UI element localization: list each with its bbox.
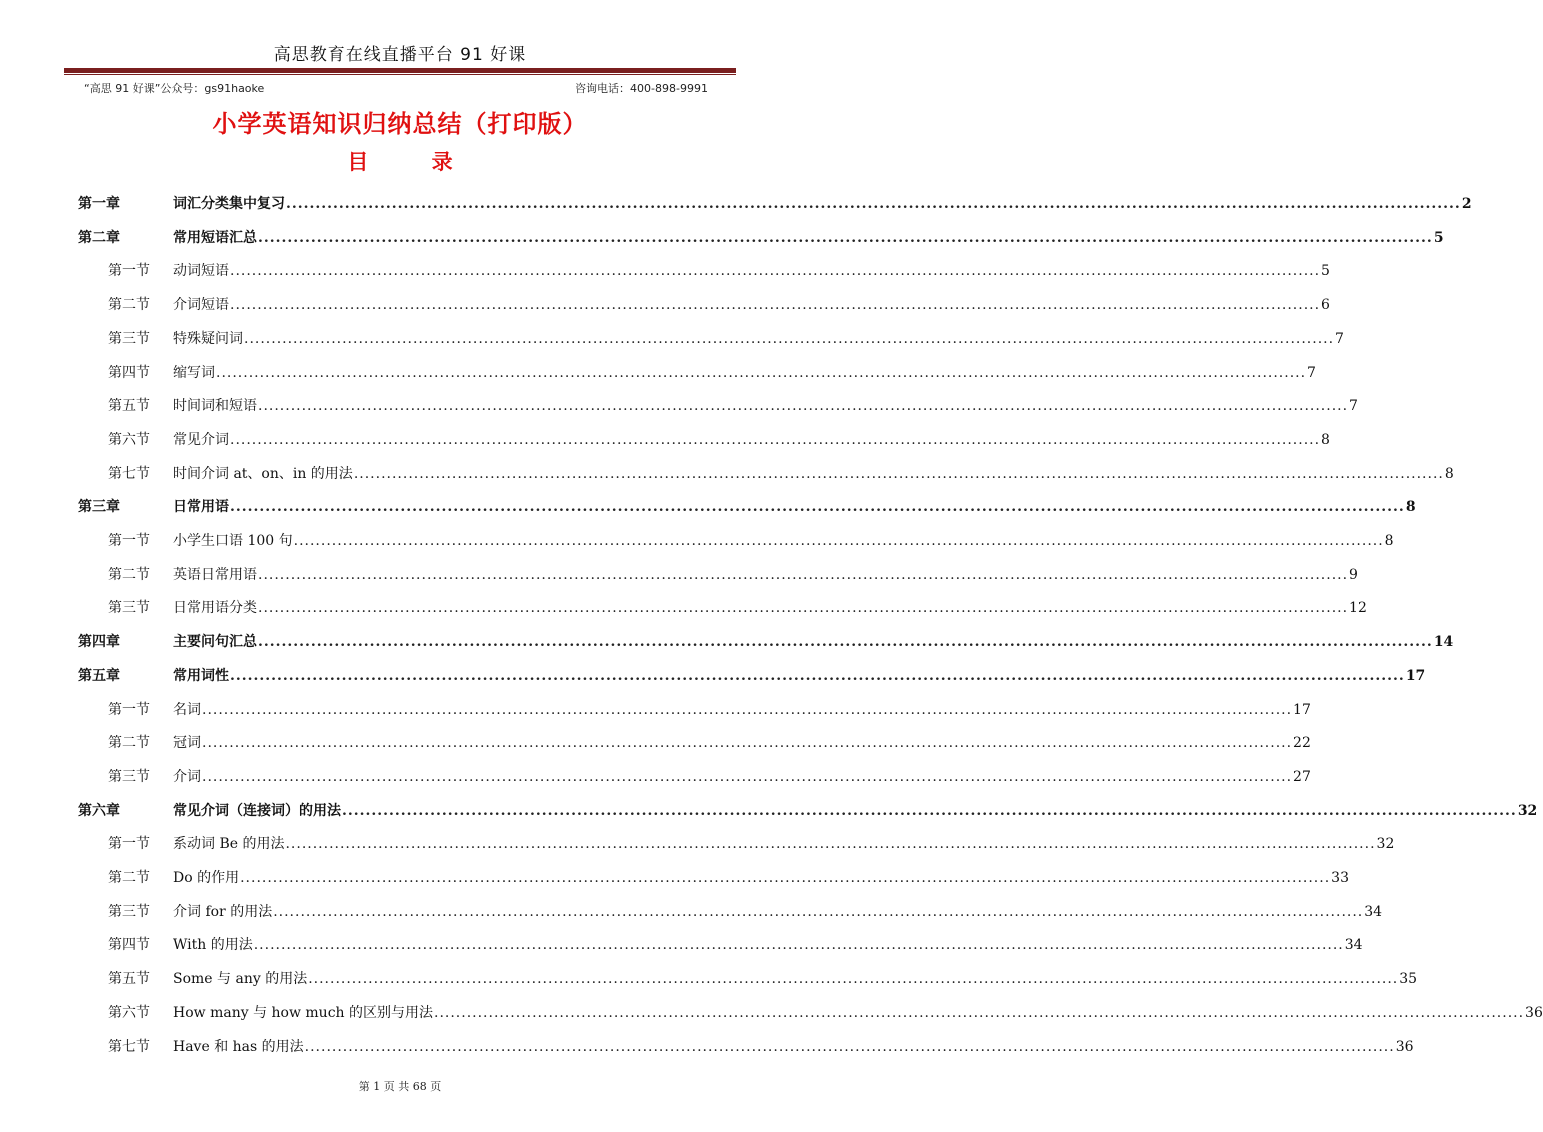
toc-entry-title-line [173,597,1367,617]
toc-entry-page: 27 [1293,768,1311,785]
toc-section-row[interactable] [0,523,1394,557]
toc-entry-page: 7 [1335,330,1344,347]
toc-entry-title: 词汇分类集中复习 [173,196,285,212]
toc-entry-page: 8 [1321,431,1330,448]
document-title: 小学英语知识归纳总结（打印版） [212,109,588,138]
toc-section-row[interactable] [0,590,1367,624]
toc-entry-title: Do 的作用 [173,870,240,886]
toc-dot-leader: ........................................................................................................................................................................................................ [258,600,1349,617]
toc-section-row[interactable] [0,995,1543,1029]
toc-entry-page: 17 [1405,667,1426,684]
toc-entry-title: With 的用法 [173,937,253,954]
toc-entry-label: 第三节 [108,330,150,347]
toc-dot-leader: ........................................................................................................................................................................................................ [258,398,1349,415]
toc-entry-page: 33 [1331,870,1349,886]
toc-entry-label: 第三节 [108,768,150,785]
toc-section-row[interactable] [0,692,1311,726]
toc-entry-page: 36 [1525,1004,1543,1021]
toc-entry-title-line [173,362,1316,382]
toc-entry-title: 缩写词 [173,364,215,381]
toc-entry-title-line [173,429,1330,449]
toc-dot-leader: ........................................................................................................................................................................................................ [308,971,1399,988]
toc-chapter-row[interactable] [0,220,1444,254]
toc-entry-title: Some 与 any 的用法 [173,971,308,988]
toc-entry-title-line [173,732,1311,752]
toc-entry-title: 时间介词 at、on、in 的用法 [173,465,353,482]
toc-entry-label: 第一节 [108,836,150,853]
toc-entry-label: 第一节 [108,533,150,549]
toc-dot-leader: ........................................................................................................................................................................................................ [258,229,1433,246]
toc-entry-title-line [173,1002,1543,1022]
toc-entry-label: 第二节 [108,870,150,886]
toc-entry-label: 第二章 [78,229,120,246]
toc-dot-leader: ........................................................................................................................................................................................................ [273,903,1364,920]
toc-section-row[interactable] [0,388,1358,422]
toc-entry-title-line [173,530,1394,550]
toc-section-row[interactable] [0,826,1395,860]
toc-entry-title-line [173,294,1330,314]
toc-entry-page: 7 [1307,364,1316,381]
toc-dot-leader: ........................................................................................................................................................................................................ [202,701,1293,718]
toc-entry-title: 介词短语 [173,297,229,314]
toc-dot-leader: ........................................................................................................................................................................................................ [202,735,1293,752]
toc-entry-label: 第三节 [108,903,150,920]
toc-dot-leader: ........................................................................................................................................................................................................ [285,836,1376,853]
toc-entry-title-line [173,968,1418,988]
toc-entry-label: 第一章 [78,196,120,212]
toc-entry-page: 17 [1293,701,1311,718]
toc-chapter-row[interactable] [0,489,1416,523]
toc-entry-title-line [173,833,1395,853]
toc-entry-label: 第七节 [108,465,150,482]
toc-entry-page: 5 [1321,263,1330,280]
toc-dot-leader: ........................................................................................................................................................................................................ [216,364,1307,381]
toc-dot-leader: ........................................................................................................................................................................................................ [202,768,1293,785]
toc-dot-leader: ........................................................................................................................................................................................................ [244,330,1335,347]
toc-entry-title: 常用词性 [173,667,229,684]
toc-section-row[interactable] [0,725,1311,759]
toc-entry-title-line [173,631,1454,651]
toc-entry-label: 第三章 [78,499,120,516]
toc-entry-page: 2 [1461,196,1472,212]
toc-entry-title: 动词短语 [173,263,229,280]
toc-entry-page: 35 [1399,971,1418,988]
toc-section-row[interactable] [0,287,1330,321]
toc-section-row[interactable] [0,927,1363,961]
toc-entry-title: 日常用语 [173,499,229,516]
toc-entry-title-line [173,395,1358,415]
toc-dot-leader: ........................................................................................................................................................................................................ [293,533,1384,549]
toc-dot-leader: ........................................................................................................................................................................................................ [230,263,1321,280]
toc-entry-title-line [173,1036,1414,1056]
toc-dot-leader: ........................................................................................................................................................................................................ [286,196,1461,212]
toc-entry-page: 36 [1395,1038,1414,1055]
toc-entry-page: 32 [1376,836,1395,853]
toc-entry-label: 第四节 [108,364,150,381]
toc-entry-page: 8 [1384,533,1394,549]
toc-section-row[interactable] [0,961,1418,995]
toc-entry-title-line [173,193,1472,213]
toc-entry-title-line [173,665,1426,685]
toc-section-row[interactable] [0,1029,1414,1063]
toc-entry-page: 9 [1349,566,1358,583]
toc-entry-page: 34 [1344,937,1363,954]
toc-section-row[interactable] [0,456,1454,490]
toc-entry-label: 第六章 [78,802,120,819]
toc-entry-title: 介词 for 的用法 [173,903,273,920]
toc-entry-page: 8 [1444,465,1454,482]
toc-dot-leader: ........................................................................................................................................................................................................ [353,465,1444,482]
toc-entry-page: 6 [1321,297,1330,314]
header-title: 高思教育在线直播平台 91 好课 [273,45,527,65]
toc-entry-title: 系动词 Be 的用法 [173,836,285,853]
toc-section-row[interactable] [0,422,1330,456]
toc-entry-label: 第七节 [108,1038,150,1055]
toc-dot-leader: ........................................................................................................................................................................................................ [434,1004,1525,1021]
toc-entry-page: 32 [1517,802,1538,819]
toc-entry-title-line [173,564,1358,584]
toc-entry-page: 12 [1349,600,1367,617]
toc-entry-title: How many 与 how much 的区别与用法 [173,1004,433,1021]
toc-section-row[interactable] [0,253,1330,287]
toc-dot-leader: ........................................................................................................................................................................................................ [258,566,1349,583]
header-phone: 咨询电话：400-898-9991 [575,82,708,95]
toc-entry-title-line [173,766,1311,786]
toc-entry-title: 常见介词 [173,431,229,448]
toc-entry-title: 日常用语分类 [173,600,257,617]
toc-entry-title: 常用短语汇总 [173,229,257,246]
header-account: “高思 91 好课”公众号：gs91haoke [84,82,265,95]
toc-chapter-row[interactable] [0,793,1538,827]
toc-entry-label: 第一节 [108,701,150,718]
toc-chapter-row[interactable] [0,186,1472,220]
toc-entry-page: 7 [1349,398,1358,415]
toc-entry-title-line [173,867,1349,887]
toc-entry-title-line [173,901,1383,921]
toc-dot-leader: ........................................................................................................................................................................................................ [304,1038,1395,1055]
toc-dot-leader: ........................................................................................................................................................................................................ [230,431,1321,448]
toc-entry-label: 第四节 [108,937,150,954]
toc-entry-title: 时间词和短语 [173,398,257,415]
toc-entry-title: 介词 [173,768,201,785]
toc-entry-title: 特殊疑问词 [173,330,243,347]
toc-entry-label: 第五章 [78,667,120,684]
toc-entry-label: 第三节 [108,600,150,617]
toc-entry-label: 第六节 [108,1004,150,1021]
toc-entry-label: 第二节 [108,735,150,752]
toc-entry-label: 第二节 [108,566,150,583]
toc-heading: 目 录 [347,149,481,174]
toc-dot-leader: ........................................................................................................................................................................................................ [253,937,1344,954]
toc-dot-leader: ........................................................................................................................................................................................................ [258,634,1433,651]
toc-entry-page: 22 [1293,735,1311,752]
toc-entry-page: 5 [1433,229,1444,246]
toc-dot-leader: ........................................................................................................................................................................................................ [230,499,1405,516]
toc-entry-title: 英语日常用语 [173,566,257,583]
toc-entry-title-line [173,260,1330,280]
toc-entry-title: 主要问句汇总 [173,634,257,651]
toc-section-row[interactable] [0,860,1349,894]
toc-section-row[interactable] [0,355,1316,389]
toc-entry-label: 第一节 [108,263,150,280]
toc-entry-title: 冠词 [173,735,201,752]
toc-entry-label: 第五节 [108,971,150,988]
toc-entry-title-line [173,496,1416,516]
toc-entry-page: 34 [1364,903,1383,920]
toc-dot-leader: ........................................................................................................................................................................................................ [342,802,1517,819]
page-footer: 第 1 页 共 68 页 [358,1080,442,1093]
toc-section-row[interactable] [0,759,1311,793]
toc-dot-leader: ........................................................................................................................................................................................................ [240,870,1331,886]
header-rule [64,68,736,73]
toc-entry-title: Have 和 has 的用法 [173,1038,304,1055]
toc-dot-leader: ........................................................................................................................................................................................................ [230,297,1321,314]
toc-entry-title-line [173,227,1444,247]
toc-entry-title: 名词 [173,701,201,718]
toc-chapter-row[interactable] [0,624,1454,658]
toc-entry-title: 小学生口语 100 句 [173,533,293,549]
toc-entry-label: 第四章 [78,634,120,651]
toc-entry-page: 8 [1405,499,1416,516]
toc-entry-label: 第六节 [108,431,150,448]
toc-entry-title-line [173,800,1538,820]
toc-entry-title-line [173,934,1363,954]
toc-entry-title: 常见介词（连接词）的用法 [173,802,341,819]
toc-entry-title-line [173,699,1311,719]
toc-entry-label: 第二节 [108,297,150,314]
toc-entry-title-line [173,328,1344,348]
toc-section-row[interactable] [0,894,1383,928]
toc-section-row[interactable] [0,321,1344,355]
toc-chapter-row[interactable] [0,658,1426,692]
toc-entry-title-line [173,463,1454,483]
toc-section-row[interactable] [0,557,1358,591]
toc-entry-label: 第五节 [108,398,150,415]
toc-dot-leader: ........................................................................................................................................................................................................ [230,667,1405,684]
toc-entry-page: 14 [1433,634,1454,651]
